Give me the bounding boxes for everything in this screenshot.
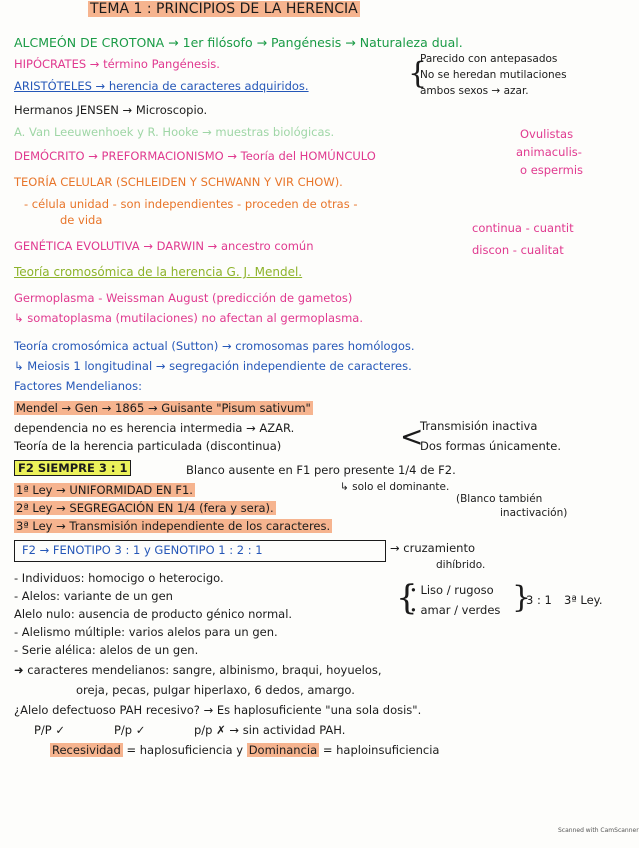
- brace-formas: <: [400, 420, 424, 453]
- line-sutton: Teoría cromosómica actual (Sutton) → cromosomas pares homólogos.: [14, 339, 415, 353]
- line-aristoteles: ARISTÓTELES → herencia de caracteres adquiridos.: [14, 79, 309, 93]
- line-hipocrates: HIPÓCRATES → término Pangénesis.: [14, 57, 220, 71]
- note-ratio: 3 : 1: [526, 593, 552, 607]
- note-cruzamiento: → cruzamiento: [390, 541, 476, 555]
- line-oreja-pecas: oreja, pecas, pulgar hiperlaxo, 6 dedos, amargo.: [76, 683, 355, 697]
- note-inactivacion: inactivación): [500, 507, 568, 519]
- page-title: TEMA 1 : PRINCIPIOS DE LA HERENCIA: [90, 1, 358, 17]
- line-factores: Factores Mendelianos:: [14, 379, 142, 393]
- line-dependencia: dependencia no es herencia intermedia → AZAR.: [14, 421, 295, 435]
- line-germoplasma: Germoplasma - Weissman August (predicción de gametos): [14, 291, 353, 305]
- camscanner-watermark: Scanned with CamScanner: [558, 827, 639, 834]
- line-fenotipo-genotipo: F2 → FENOTIPO 3 : 1 y GENOTIPO 1 : 2 : 1: [22, 543, 263, 557]
- genotype-Pp: P/p ✓: [114, 723, 146, 737]
- line-leeuwenhoek: A. Van Leeuwenhoek y R. Hooke → muestras biológicas.: [14, 125, 335, 139]
- note-amar-verdes: • amar / verdes: [410, 603, 501, 617]
- note-ovulistas: Ovulistas: [520, 127, 574, 141]
- line-teoria-celular: TEORÍA CELULAR (SCHLEIDEN Y SCHWANN Y VIR CHOW).: [14, 175, 343, 189]
- note-espermistas: o espermis: [520, 163, 584, 177]
- note-continua: continua - cuantit: [472, 221, 574, 235]
- line-ley2: 2ª Ley → SEGREGACIÓN EN 1/4 (fera y sera).: [16, 501, 274, 515]
- note-animaculistas: animaculis-: [516, 145, 582, 159]
- line-meiosis: ↳ Meiosis 1 longitudinal → segregación independiente de caracteres.: [14, 359, 412, 373]
- line-solo-dominante: ↳ solo el dominante.: [340, 481, 450, 493]
- line-de-vida: de vida: [60, 213, 103, 227]
- line-alcmeon: ALCMEÓN DE CROTONA → 1er filósofo → Pangénesis → Naturaleza dual.: [14, 35, 463, 50]
- line-caracteres-mendelianos: ➜ caracteres mendelianos: sangre, albinismo, braqui, hoyuelos,: [14, 663, 382, 677]
- line-recesividad: [50, 744, 439, 757]
- line-ley3: 3ª Ley → Transmisión independiente de los caracteres.: [16, 519, 331, 533]
- note-mutilaciones: No se heredan mutilaciones: [420, 69, 567, 81]
- note-azar: ambos sexos → azar.: [420, 85, 529, 97]
- note-transmision-inactiva: Transmisión inactiva: [420, 419, 538, 433]
- line-mendel: Mendel → Gen → 1865 → Guisante "Pisum sativum": [16, 401, 311, 415]
- line-alelismo-multiple: - Alelismo múltiple: varios alelos para un gen.: [14, 625, 278, 639]
- note-liso-rugoso: • Liso / rugoso: [410, 583, 494, 597]
- line-alelos: - Alelos: variante de un gen: [14, 589, 173, 603]
- recesividad-def: = haplosuficiencia y: [126, 743, 244, 757]
- line-somatoplasma: ↳ somatoplasma (mutilaciones) no afectan al germoplasma.: [14, 311, 363, 325]
- note-3ley: 3ª Ley.: [564, 593, 603, 607]
- line-blanco-ausente: Blanco ausente en F1 pero presente 1/4 de F2.: [186, 463, 456, 477]
- dominancia-label: Dominancia: [248, 743, 318, 757]
- line-democrito: DEMÓCRITO → PREFORMACIONISMO → Teoría del HOMÚNCULO: [14, 149, 376, 163]
- line-serie-alelica: - Serie alélica: alelos de un gen.: [14, 643, 199, 657]
- line-alelo-nulo: Alelo nulo: ausencia de producto génico normal.: [14, 607, 293, 621]
- recesividad-label: Recesividad: [52, 743, 121, 757]
- dominancia-def: = haploinsuficiencia: [322, 743, 440, 757]
- note-dos-formas: Dos formas únicamente.: [420, 439, 561, 453]
- line-ley1: 1ª Ley → UNIFORMIDAD EN F1.: [16, 483, 193, 497]
- brace-aristoteles: {: [408, 56, 428, 91]
- brace-fenotipos: {: [396, 578, 418, 618]
- note-blanco-tambien: (Blanco también: [456, 493, 543, 505]
- line-genetica-evolutiva: GENÉTICA EVOLUTIVA → DARWIN → ancestro común: [14, 239, 314, 253]
- f2-siempre-badge: F2 SIEMPRE 3 : 1: [14, 462, 131, 475]
- line-celula-unidad: - célula unidad - son independientes - proceden de otras -: [24, 197, 358, 211]
- line-jensen: Hermanos JENSEN → Microscopio.: [14, 103, 208, 117]
- line-herencia-particulada: Teoría de la herencia particulada (discontinua): [14, 439, 282, 453]
- note-discontinua: discon - cualitat: [472, 243, 564, 257]
- note-parecido: Parecido con antepasados: [420, 53, 558, 65]
- line-teoria-cromosomica: Teoría cromosómica de la herencia G. J. Mendel.: [14, 265, 303, 279]
- line-individuos: - Individuos: homocigo o heterocigo.: [14, 571, 224, 585]
- brace-ratio: }: [512, 580, 532, 615]
- note-dihibrido: dihíbrido.: [436, 559, 486, 571]
- genotype-PP: P/P ✓: [34, 723, 66, 737]
- genotype-pp: p/p ✗ → sin actividad PAH.: [194, 723, 346, 737]
- line-alelo-defectuoso: ¿Alelo defectuoso PAH recesivo? → Es haplosuficiente "una sola dosis".: [14, 703, 422, 717]
